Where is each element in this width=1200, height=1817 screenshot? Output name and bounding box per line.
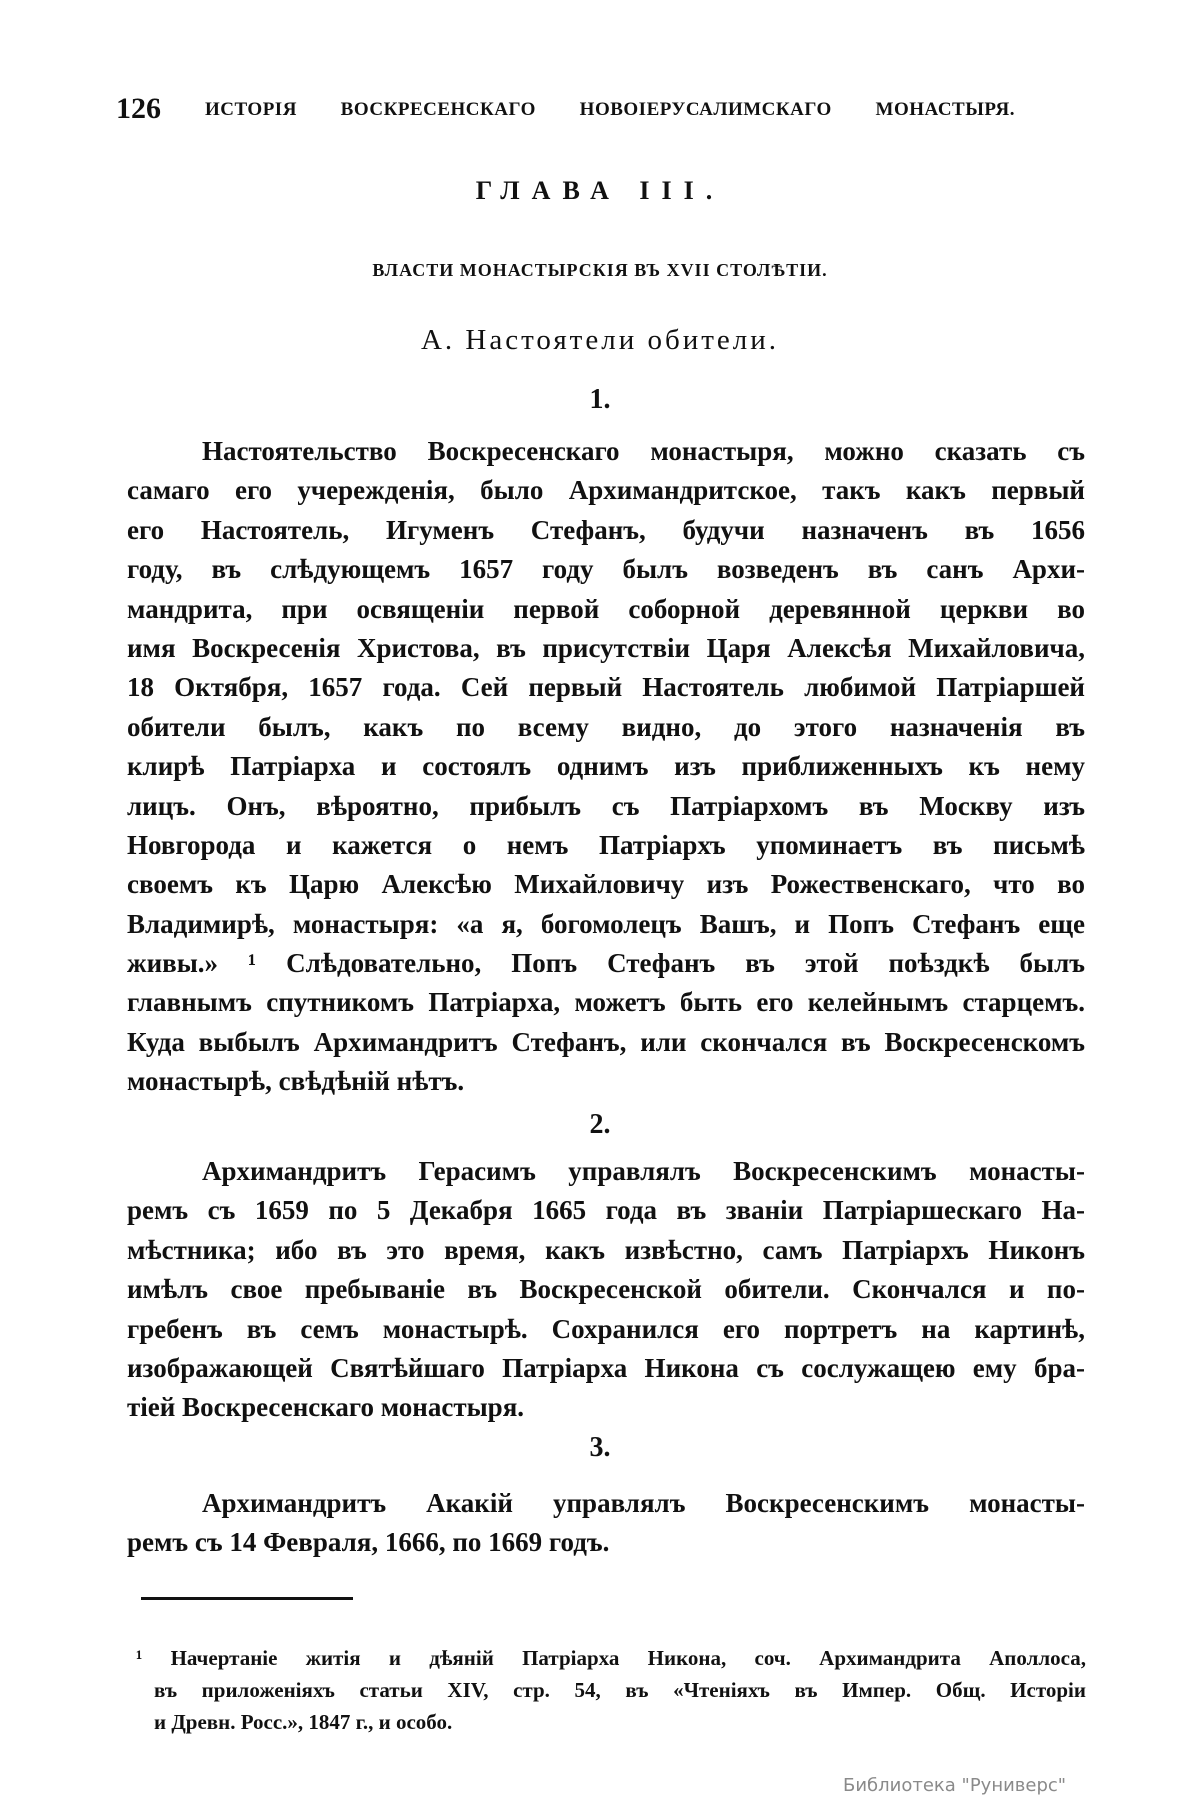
text-line: мандрита, при освященіи первой соборной деревянной церкви во — [127, 593, 1085, 624]
text-line: изображающей Святѣйшаго Патріарха Никона съ сослужащею ему бра- — [127, 1352, 1085, 1383]
section-number: 1. — [589, 384, 611, 415]
section-title: А. Настоятели обители. — [420, 324, 780, 356]
section-number: 2. — [589, 1109, 611, 1140]
chapter-title: ГЛАВА III. — [475, 176, 725, 205]
text-line: Владимирѣ, монастыря: «а я, богомолецъ Вашъ, и Попъ Стефанъ еще — [127, 908, 1085, 939]
text-line: клирѣ Патріарха и состоялъ однимъ изъ приближенныхъ къ нему — [127, 751, 1085, 782]
running-header: ИСТОРІЯ ВОСКРЕСЕНСКАГО НОВОІЕРУСАЛИМСКАГО МОНАСТЫРЯ. — [205, 99, 1015, 120]
text-line: самаго его учережденія, было Архимандритское, такъ какъ первый — [127, 475, 1085, 506]
text-line: монастырѣ, свѣдѣній нѣтъ. — [127, 1066, 465, 1097]
text-line: имя Воскресенія Христова, въ присутствіи Царя Алексѣя Михайловича, — [127, 632, 1085, 663]
footnote-line: въ приложеніяхъ статьи XIV, стр. 54, въ «Чтеніяхъ въ Импер. Общ. Исторіи — [154, 1678, 1086, 1702]
footnote — [136, 1642, 1086, 1738]
page-number: 126 — [116, 92, 161, 125]
paragraph — [127, 432, 1085, 1102]
footnote-divider — [141, 1597, 353, 1600]
text-line: ремъ съ 1659 по 5 Декабря 1665 года въ званіи Патріаршескаго На- — [127, 1195, 1085, 1226]
footnote-line: и Древн. Росс.», 1847 г., и особо. — [154, 1710, 453, 1734]
text-line: имѣлъ свое пребываніе въ Воскресенской обители. Скончался и по- — [127, 1274, 1085, 1305]
section-number: 3. — [589, 1432, 611, 1463]
paragraph — [127, 1484, 1085, 1563]
text-line: 18 Октября, 1657 года. Сей первый Настоятель любимой Патріаршей — [127, 672, 1085, 703]
footnote-line: ¹ Начертаніе житія и дѣяній Патріарха Никона, соч. Архимандрита Аполлоса, — [136, 1646, 1086, 1670]
text-line: живы.» ¹ Слѣдовательно, Попъ Стефанъ въ этой поѣздкѣ былъ — [127, 948, 1085, 979]
text-line: Новгорода и кажется о немъ Патріархъ упоминаетъ въ письмѣ — [127, 829, 1085, 860]
text-line: тіей Воскресенскаго монастыря. — [127, 1392, 525, 1423]
text-line: своемъ къ Царю Алексѣю Михайловичу изъ Рожественскаго, что во — [127, 869, 1085, 900]
text-line: гребенъ въ семъ монастырѣ. Сохранился его портретъ на картинѣ, — [127, 1313, 1085, 1344]
text-line: главнымъ спутникомъ Патріарха, можетъ быть его келейнымъ старцемъ. — [127, 987, 1085, 1018]
text-line: году, въ слѣдующемъ 1657 году былъ возведенъ въ санъ Архи- — [127, 554, 1085, 585]
text-line: Архимандритъ Герасимъ управлялъ Воскресенскимъ монасты- — [202, 1156, 1085, 1186]
text-line: лицъ. Онъ, вѣроятно, прибылъ съ Патріархомъ въ Москву изъ — [127, 790, 1085, 821]
text-line: Куда выбылъ Архимандритъ Стефанъ, или скончался въ Воскресенскомъ — [127, 1026, 1085, 1057]
text-line: Архимандритъ Акакій управлялъ Воскресенскимъ монасты- — [202, 1488, 1085, 1518]
text-line: Настоятельство Воскресенскаго монастыря, можно сказать съ — [202, 436, 1085, 466]
text-line: мѣстника; ибо въ это время, какъ извѣстно, самъ Патріархъ Никонъ — [127, 1234, 1085, 1265]
text-line: ремъ съ 14 Февраля, 1666, по 1669 годъ. — [127, 1527, 610, 1558]
text-line: его Настоятель, Игуменъ Стефанъ, будучи назначенъ въ 1656 — [127, 514, 1085, 545]
paragraph — [127, 1152, 1085, 1428]
text-line: обители былъ, какъ по всему видно, до этого назначенія въ — [127, 711, 1085, 742]
chapter-subtitle: ВЛАСТИ МОНАСТЫРСКІЯ ВЪ XVII СТОЛѢТІИ. — [372, 260, 828, 280]
library-watermark: Библиотека "Руниверс" — [843, 1775, 1067, 1796]
